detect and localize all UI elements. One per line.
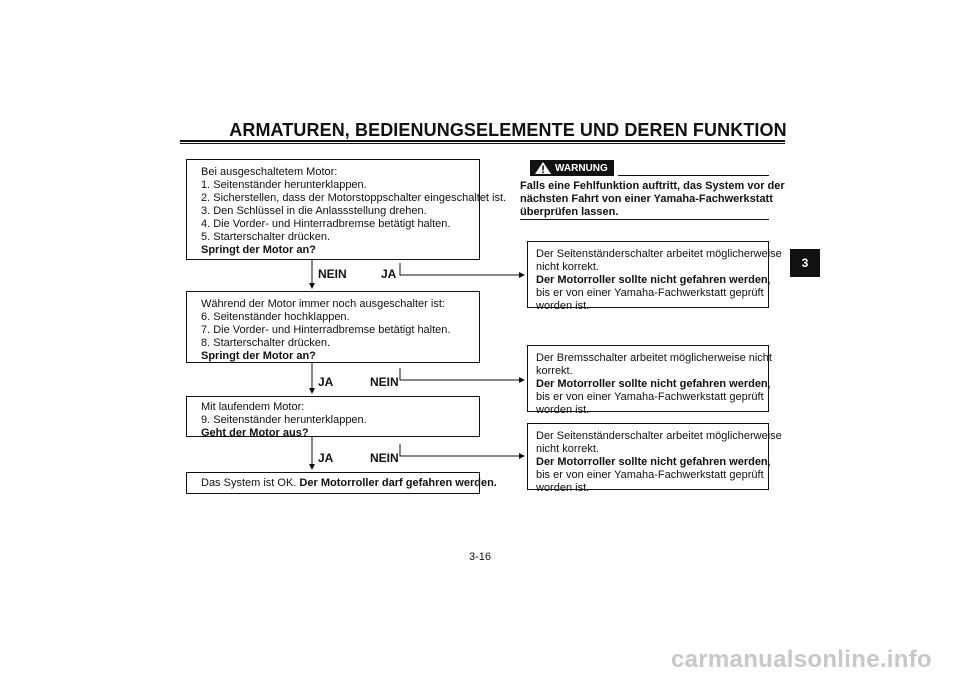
step-line: Bei ausgeschaltetem Motor: — [201, 166, 338, 178]
result-line: Der Bremsschalter arbeitet möglicherweise nicht — [536, 352, 772, 364]
step-box-3 — [186, 396, 480, 437]
result-bold: Der Motorroller sollte nicht gefahren werden — [536, 456, 768, 468]
result-line: bis er von einer Yamaha-Fachwerkstatt geprüft — [536, 391, 764, 403]
step-line: 7. Die Vorder- und Hinterradbremse betätigt halten. — [201, 324, 451, 336]
step-line: 6. Seitenständer hochklappen. — [201, 311, 350, 323]
page-number: 3-16 — [468, 551, 492, 563]
page-title: ARMATUREN, BEDIENUNGSELEMENTE UND DEREN FUNKTION — [229, 120, 787, 140]
result-line: worden ist. — [536, 482, 590, 494]
warning-badge — [530, 160, 614, 176]
result-line: nicht korrekt. — [536, 261, 599, 273]
step-line: 8. Starterschalter drücken. — [201, 337, 331, 349]
branch-label-down: NEIN — [318, 267, 347, 281]
result-box-3 — [527, 423, 782, 494]
branch-label-right: JA — [381, 267, 397, 281]
result-bold: Der Motorroller sollte nicht gefahren werden — [536, 274, 768, 286]
branch-label-right: NEIN — [370, 375, 399, 389]
step-line: 2. Sicherstellen, dass der Motorstoppschalter eingeschaltet ist. — [201, 192, 507, 204]
warning-line: Falls eine Fehlfunktion auftritt, das System vor der — [520, 180, 785, 192]
step-question: Springt der Motor an? — [201, 244, 316, 256]
step-box-2 — [186, 291, 480, 363]
warning-badge-label: WARNUNG — [555, 162, 608, 174]
chapter-tab: 3 — [790, 249, 820, 277]
warning-triangle-icon — [534, 161, 552, 175]
branch-label-right: NEIN — [370, 451, 399, 465]
arrow-branch1-right — [400, 263, 524, 275]
result-ok-box — [186, 472, 497, 494]
step-line: Während der Motor immer noch ausgeschalter ist: — [201, 298, 445, 310]
warning-line: überprüfen lassen. — [520, 206, 619, 218]
ok-text: Das System ist OK. — [201, 477, 297, 489]
arrow-branch2-right — [400, 368, 524, 380]
result-comma: , — [767, 274, 771, 286]
step-line: 1. Seitenständer herunterklappen. — [201, 179, 367, 191]
result-line: Der Seitenständerschalter arbeitet möglicherweise — [536, 430, 782, 442]
branch-label-down: JA — [318, 451, 334, 465]
result-comma: , — [767, 456, 771, 468]
result-bold: Der Motorroller sollte nicht gefahren werden — [536, 378, 768, 390]
arrow-branch3-right — [400, 444, 524, 456]
result-box-2 — [527, 345, 772, 416]
step-line: 9. Seitenständer herunterklappen. — [201, 414, 367, 426]
result-line: bis er von einer Yamaha-Fachwerkstatt geprüft — [536, 287, 764, 299]
result-line: worden ist. — [536, 300, 590, 312]
result-comma: , — [767, 378, 771, 390]
step-line: 3. Den Schlüssel in die Anlassstellung drehen. — [201, 205, 427, 217]
step-question: Springt der Motor an? — [201, 350, 316, 362]
step-question: Geht der Motor aus? — [201, 427, 309, 439]
warning-text — [520, 180, 785, 219]
result-line: worden ist. — [536, 404, 590, 416]
result-line: korrekt. — [536, 365, 573, 377]
ok-text-bold: Der Motorroller darf gefahren werden. — [299, 477, 497, 489]
step-line: Mit laufendem Motor: — [201, 401, 305, 413]
step-box-1 — [186, 159, 507, 260]
branch-label-down: JA — [318, 375, 334, 389]
result-line: nicht korrekt. — [536, 443, 599, 455]
warning-line: nächsten Fahrt von einer Yamaha-Fachwerkstatt — [520, 193, 773, 205]
warning-rule-top — [618, 175, 769, 176]
result-box-1 — [527, 241, 782, 312]
result-line: Der Seitenständerschalter arbeitet möglicherweise — [536, 248, 782, 260]
step-line: 4. Die Vorder- und Hinterradbremse betätigt halten. — [201, 218, 451, 230]
warning-rule-bottom — [520, 219, 769, 220]
watermark: carmanualsonline.info — [670, 646, 932, 673]
result-line: bis er von einer Yamaha-Fachwerkstatt geprüft — [536, 469, 764, 481]
step-line: 5. Starterschalter drücken. — [201, 231, 331, 243]
